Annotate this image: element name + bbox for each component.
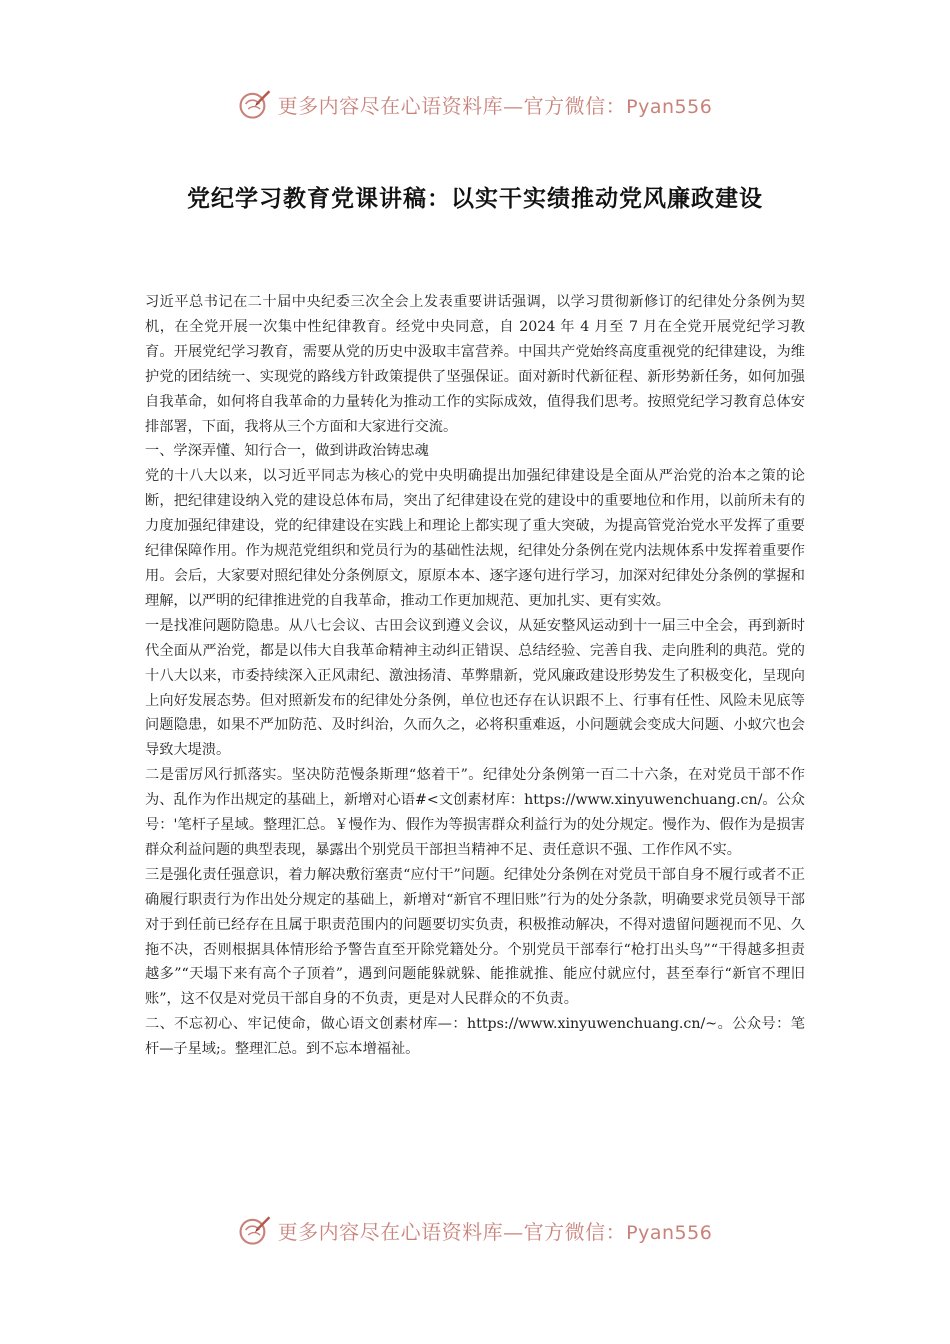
paragraph-intro: 习近平总书记在二十届中央纪委三次全会上发表重要讲话强调，以学习贯彻新修订的纪律处分条例为契机，在全党开展一次集中性纪律教育。经党中央同意，自 2024 年 4 月至 7 月在全党开展党纪学习教育。开展党纪学习教育，需要从党的历史中汲取丰富营养。中国共产党始终高度重视党的纪律建设，为维护党的团结统一、实现党的路线方针政策提供了坚强保证。面对新时代新征程、新形势新任务，如何加强自我革命，如何将自我革命的力量转化为推动工作的实际成效，值得我们思考。按照党纪学习教育总体安排部署，下面，我将从三个方面和大家进行交流。: [145, 294, 805, 435]
banner-slogan: 更多内容尽在心语资料库—官方微信：: [277, 93, 627, 118]
wechat-handle: Pyan556: [626, 95, 713, 118]
banner-text: [278, 90, 713, 119]
paragraph-point-3: 三是强化责任强意识，着力解决敷衍塞责“应付干”问题。纪律处分条例在对党员干部自身不履行或者不正确履行职责行为作出处分规定的基础上，新增对“新官不理旧账”行为的处分条款，明确要求党员领导干部对于到任前已经存在且属于职责范围内的问题要切实负责，积极推动解决，不得对遗留问题视而不见、久拖不决，否则根据具体情形给予警告直至开除党籍处分。个别党员干部奉行“枪打出头鸟”“干得越多担责越多”“天塌下来有高个子顶着”，遇到问题能躲就躲、能推就推、能应付就应付，甚至奉行“新官不理旧账”，这不仅是对党员干部自身的不负责，更是对人民群众的不负责。: [145, 866, 805, 1008]
section-heading-1: 一、学深弄懂、知行合一，做到讲政治铸忠魂: [145, 443, 429, 460]
paragraph-section-1: 党的十八大以来，以习近平同志为核心的党中央明确提出加强纪律建设是全面从严治党的治本之策的论断，把纪律建设纳入党的建设总体布局，突出了纪律建设在党的建设中的重要地位和作用，以前所未有的力度加强纪律建设，党的纪律建设在实践上和理论上都实现了重大突破，为提高管党治党水平发挥了重要纪律保障作用。作为规范党组织和党员行为的基础性法规，纪律处分条例在党内法规体系中发挥着重要作用。会后，大家要对照纪律处分条例原文，原原本本、逐字逐句进行学习，加深对纪律处分条例的掌握和理解，以严明的纪律推进党的自我革命，推动工作更加规范、更加扎实、更有实效。: [145, 468, 805, 609]
document-title: 党纪学习教育党课讲稿：以实干实绩推动党风廉政建设: [187, 186, 763, 212]
footer-banner: [0, 1210, 950, 1250]
pen-logo-icon: [238, 87, 272, 121]
pen-logo-icon: [238, 1213, 272, 1247]
wechat-handle: Pyan556: [626, 1221, 713, 1244]
document-body: [145, 290, 805, 1062]
banner-slogan: 更多内容尽在心语资料库—官方微信：: [277, 1219, 627, 1244]
section-heading-2: 二、不忘初心、牢记使命，做心语文创素材库—：https://www.xinyuwenchuang.cn/~。公众号：笔杆—子星域;。整理汇总。到不忘本增福祉。: [145, 1016, 805, 1058]
paragraph-point-1: 一是找准问题防隐患。从八七会议、古田会议到遵义会议，从延安整风运动到十一届三中全会，再到新时代全面从严治党，都是以伟大自我革命精神主动纠正错误、总结经验、完善自我、走向胜利的典范。党的十八大以来，市委持续深入正风肃纪、激浊扬清、革弊鼎新，党风廉政建设形势发生了积极变化，呈现向上向好发展态势。但对照新发布的纪律处分条例，单位也还存在认识跟不上、行事有任性、风险未见底等问题隐患，如果不严加防范、及时纠治，久而久之，必将积重难返，小问题就会变成大问题、小蚁穴也会导致大堤溃。: [145, 617, 805, 759]
banner-text: [278, 1216, 713, 1245]
paragraph-point-2: 二是雷厉风行抓落实。坚决防范慢条斯理“悠着干”。纪律处分条例第一百二十六条，在对党员干部不作为、乱作为作出规定的基础上，新增对心语#<文创素材库：https://www.xinyuwenchuang.cn/。公众号：'笔杆子星域。整理汇总。￥慢作为、假作为等损害群众利益行为的处分规定。慢作为、假作为是损害群众利益问题的典型表现，暴露出个别党员干部担当精神不足、责任意识不强、工作作风不实。: [145, 767, 805, 858]
header-banner: [0, 84, 950, 124]
